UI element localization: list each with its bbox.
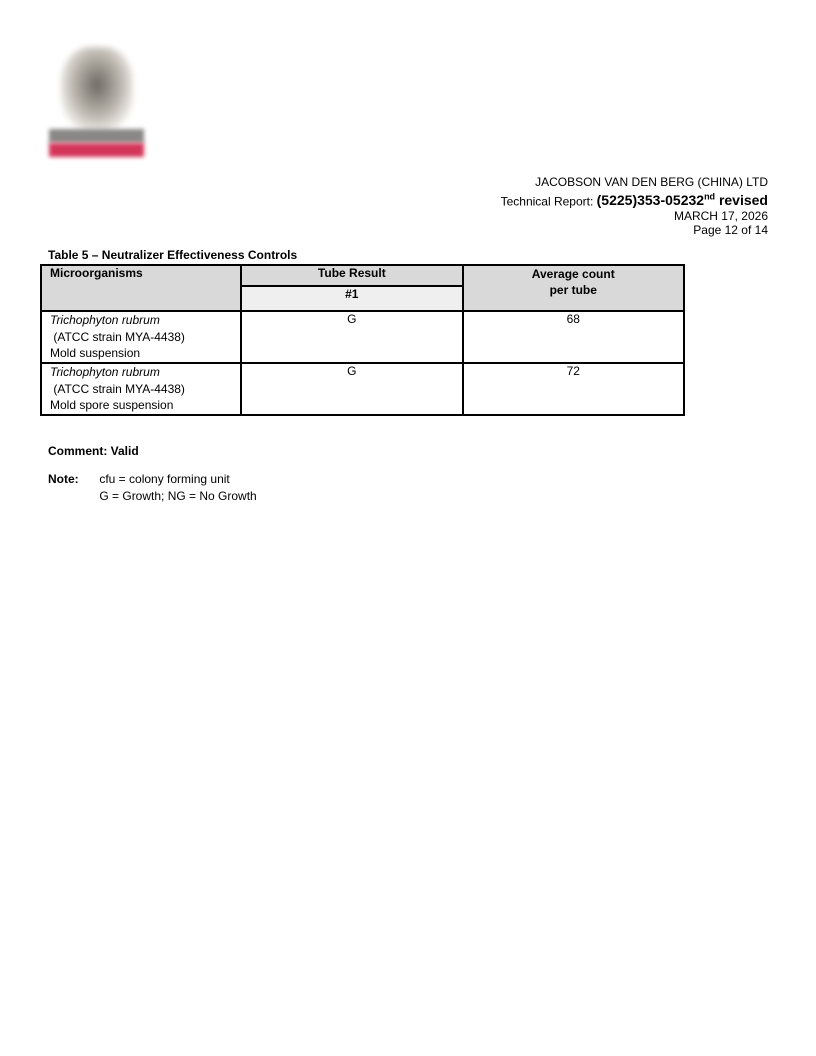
header-microorganisms: Microorganisms: [41, 265, 241, 311]
report-prefix: Technical Report:: [500, 194, 597, 209]
logo-seal-icon: [61, 47, 133, 131]
company-logo: [49, 47, 144, 159]
note-label: Note:: [48, 472, 79, 486]
note-lines: [99, 471, 256, 505]
header-tube-number: #1: [241, 286, 462, 311]
neutralizer-table: [40, 264, 685, 416]
logo-grey-bar: [49, 129, 144, 143]
microorganism-cell: [41, 311, 241, 363]
table-row: [41, 363, 684, 415]
header-tube-result: Tube Result: [241, 265, 462, 286]
note-line-cfu: cfu = colony forming unit: [99, 472, 230, 486]
organism-type: Mold suspension: [50, 346, 141, 360]
header-average-count: Average count per tube: [463, 265, 685, 311]
note: [48, 471, 257, 505]
tube-result-cell: G: [241, 311, 462, 363]
comment: Comment: Valid: [48, 444, 139, 458]
organism-strain: (ATCC strain MYA-4438): [53, 381, 185, 396]
report-number: (5225)353-05232nd revised: [596, 191, 768, 209]
page-number: Page 12 of 14: [693, 223, 768, 238]
microorganism-cell: [41, 363, 241, 415]
company-name: JACOBSON VAN DEN BERG (CHINA) LTD: [535, 175, 768, 189]
organism-type: Mold spore suspension: [50, 398, 174, 412]
report-header: [501, 175, 768, 238]
report-line: [501, 190, 768, 209]
average-count-cell: 72: [463, 363, 685, 415]
organism-name: Trichophyton rubrum: [50, 313, 160, 327]
note-line-growth: G = Growth; NG = No Growth: [99, 489, 257, 503]
report-date: MARCH 17, 2026: [673, 208, 768, 223]
organism-strain: (ATCC strain MYA-4438): [53, 329, 185, 344]
table-title: Table 5 – Neutralizer Effectiveness Controls: [48, 248, 298, 262]
average-count-cell: 68: [463, 311, 685, 363]
tube-result-cell: G: [241, 363, 462, 415]
organism-name: Trichophyton rubrum: [50, 365, 160, 379]
logo-red-bar: [49, 143, 144, 157]
table-row: [41, 311, 684, 363]
